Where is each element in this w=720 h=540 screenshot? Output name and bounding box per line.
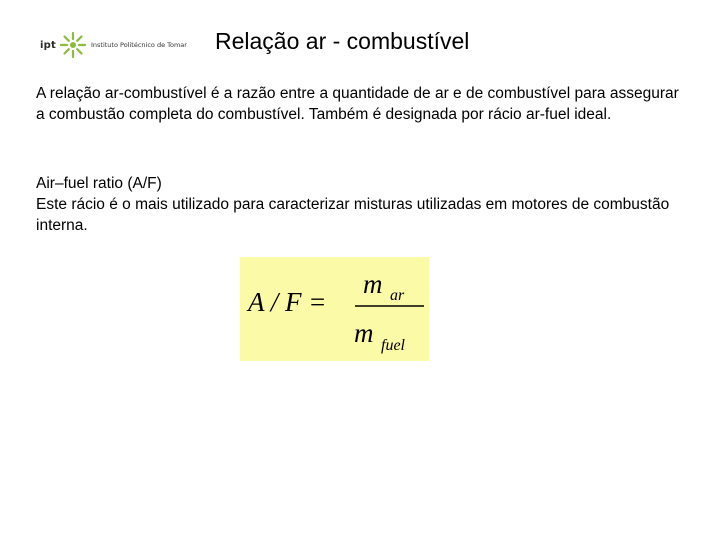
afr-description: Este rácio é o mais utilizado para caracterizar misturas utilizadas em motores de combustão interna. [36,196,670,234]
formula-denominator-symbol: m [354,318,374,348]
formula-box [240,257,429,361]
formula-numerator-symbol: m [363,269,383,299]
formula-numerator-subscript: ar [390,287,405,304]
slide-title: Relação ar - combustível [215,28,470,54]
institution-logo [40,28,192,62]
sunburst-logo-icon [58,30,88,60]
afr-formula [240,257,429,361]
afr-paragraph [36,173,686,236]
logo-abbreviation: ipt [40,39,56,51]
formula-denominator-subscript: fuel [381,337,405,354]
logo-institution-name: Instituto Politécnico de Tomar [90,41,187,49]
afr-heading: Air–fuel ratio (A/F) [36,175,162,192]
definition-paragraph: A relação ar-combustível é a razão entre a quantidade de ar e de combustível para assegurar a combustão completa do combustível. Também é designada por rácio ar-fuel ideal. [36,85,679,123]
formula-lhs: A / F = [248,287,327,317]
